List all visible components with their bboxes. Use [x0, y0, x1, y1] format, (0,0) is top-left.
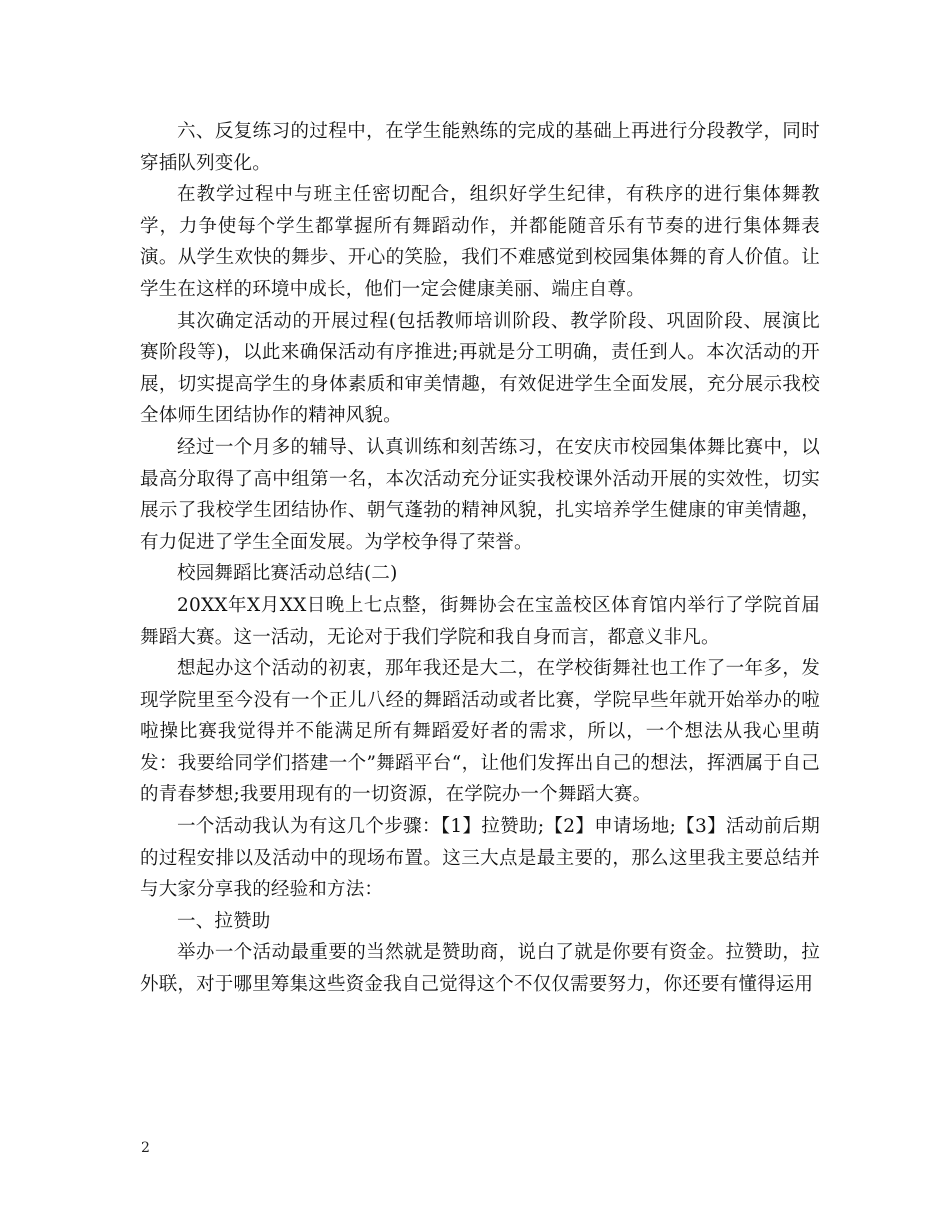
paragraph-event-motivation: 想起办这个活动的初衷，那年我还是大二，在学校街舞社也工作了一年多，发现学院里至今没有一个正儿八经的舞蹈活动或者比赛，学院早些年就开始举办的啦啦操比赛我觉得并不能满足所有舞蹈爱好者的需求，所以，一个想法从我心里萌发：我要给同学们搭建一个”舞蹈平台“，让他们发挥出自己的想法，挥洒属于自己的青春梦想;我要用现有的一切资源，在学院办一个舞蹈大赛。: [140, 658, 820, 806]
paragraph-event-intro: 20XX年X月XX日晚上七点整，街舞协会在宝盖校区体育馆内举行了学院首届舞蹈大赛。这一活动，无论对于我们学院和我自身而言，都意义非凡。: [140, 594, 820, 648]
paragraph-teaching-process: 在教学过程中与班主任密切配合，组织好学生纪律，有秩序的进行集体舞教学，力争使每个学生都掌握所有舞蹈动作，并都能随音乐有节奏的进行集体舞表演。从学生欢快的舞步、开心的笑脸，我们不难感觉到校园集体舞的育人价值。让学生在这样的环境中成长，他们一定会健康美丽、端庄自尊。: [140, 184, 820, 300]
paragraph-practice-step-six: 六、反复练习的过程中，在学生能熟练的完成的基础上再进行分段教学，同时穿插队列变化。: [140, 121, 820, 174]
document-body: [140, 116, 820, 1001]
paragraph-sponsorship: 举办一个活动最重要的当然就是赞助商，说白了就是你要有资金。拉赞助，拉外联，对于哪里筹集这些资金我自己觉得这个不仅仅需要努力，你还要有懂得运用: [140, 942, 820, 996]
page-number: 2: [141, 1140, 150, 1156]
paragraph-competition-result: 经过一个月多的辅导、认真训练和刻苦练习，在安庆市校园集体舞比赛中，以最高分取得了高中组第一名，本次活动充分证实我校课外活动开展的实效性，切实展示了我校学生团结协作、朝气蓬勃的精神风貌，扎实培养学生健康的审美情趣，有力促进了学生全面发展。为学校争得了荣誉。: [140, 436, 820, 553]
paragraph-activity-process: 其次确定活动的开展过程(包括教师培训阶段、教学阶段、巩固阶段、展演比赛阶段等)，以此来确保活动有序推进;再就是分工明确，责任到人。本次活动的开展，切实提高学生的身体素质和审美情趣，有效促进学生全面发展，充分展示我校全体师生团结协作的精神风貌。: [140, 310, 820, 427]
section-title-summary-two: 校园舞蹈比赛活动总结(二): [177, 563, 398, 585]
paragraph-event-steps: 一个活动我认为有这几个步骤：【1】拉赞助;【2】申请场地;【3】活动前后期的过程安排以及活动中的现场布置。这三大点是最主要的，那么这里我主要总结并与大家分享我的经验和方法：: [140, 816, 820, 901]
section-heading-sponsorship: 一、拉赞助: [177, 910, 271, 932]
